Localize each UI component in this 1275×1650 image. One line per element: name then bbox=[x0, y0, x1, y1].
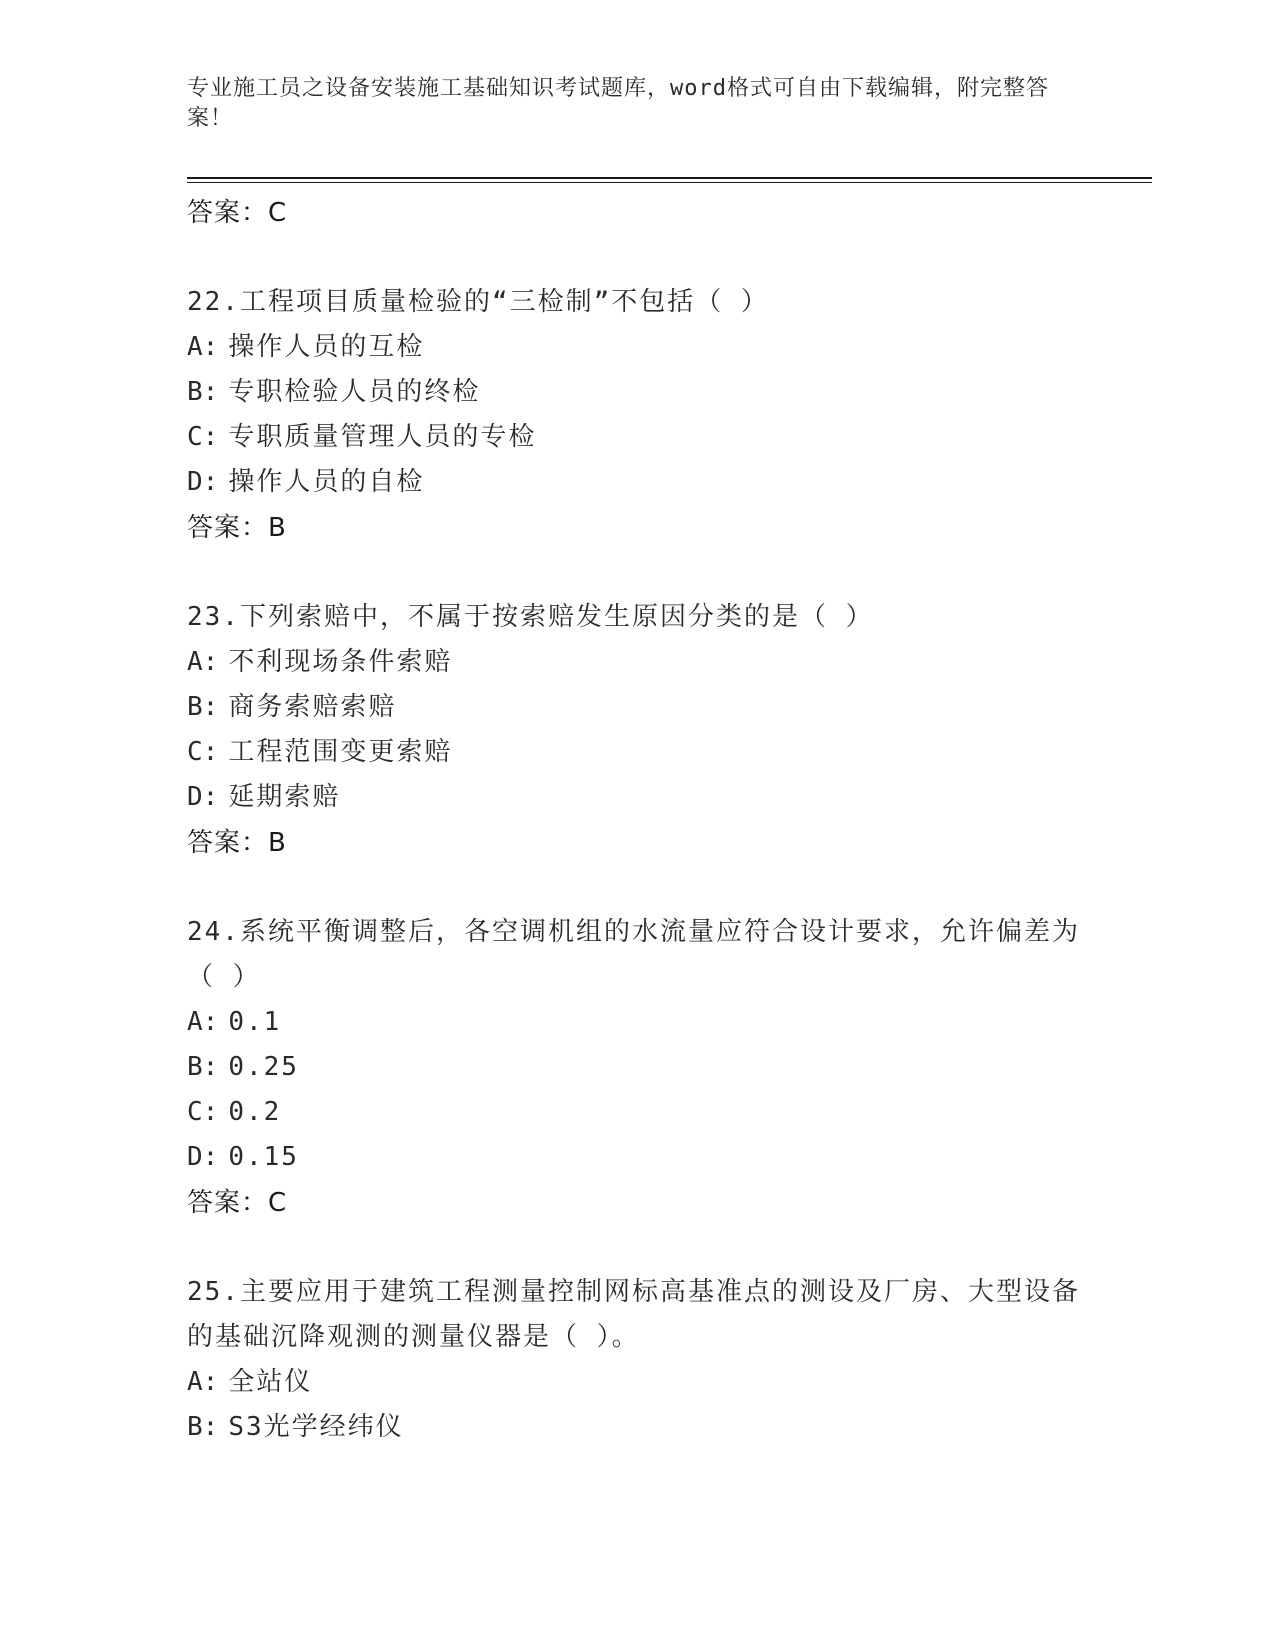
option-d bbox=[187, 1135, 1087, 1180]
option-text: 操作人员的自检 bbox=[228, 467, 425, 497]
option-key: B: bbox=[187, 377, 219, 407]
question-item bbox=[187, 910, 1087, 1226]
question-list bbox=[187, 190, 1087, 1450]
answer-line: 答案：B bbox=[187, 828, 287, 858]
option-c bbox=[187, 730, 1087, 775]
option-b bbox=[187, 1045, 1087, 1090]
option-a bbox=[187, 1000, 1087, 1045]
answer-line: 答案：C bbox=[187, 198, 288, 228]
question-item bbox=[187, 1270, 1087, 1450]
option-key: D: bbox=[187, 1142, 219, 1172]
option-c bbox=[187, 415, 1087, 460]
option-text: 不利现场条件索赔 bbox=[228, 647, 453, 677]
option-key: A: bbox=[187, 1367, 219, 1397]
question-text: 22.工程项目质量检验的“三检制”不包括（ ） bbox=[187, 287, 769, 317]
option-key: A: bbox=[187, 332, 219, 362]
option-key: C: bbox=[187, 737, 219, 767]
option-key: B: bbox=[187, 692, 219, 722]
document-header: 专业施工员之设备安装施工基础知识考试题库，word格式可自由下载编辑，附完整答案！ bbox=[187, 76, 1049, 131]
question-item bbox=[187, 595, 1087, 866]
option-key: B: bbox=[187, 1412, 219, 1442]
option-text: 全站仪 bbox=[228, 1367, 313, 1397]
answer-line: 答案：B bbox=[187, 513, 287, 543]
option-text: 0.2 bbox=[228, 1097, 282, 1127]
option-b bbox=[187, 370, 1087, 415]
option-key: B: bbox=[187, 1052, 219, 1082]
option-text: 商务索赔索赔 bbox=[228, 692, 397, 722]
question-item bbox=[187, 280, 1087, 551]
option-text: 工程范围变更索赔 bbox=[228, 737, 453, 767]
option-text: S3光学经纬仪 bbox=[228, 1412, 404, 1442]
option-key: D: bbox=[187, 467, 219, 497]
option-text: 操作人员的互检 bbox=[228, 332, 425, 362]
question-text: 25.主要应用于建筑工程测量控制网标高基准点的测设及厂房、大型设备的基础沉降观测的测量仪器是（ ）。 bbox=[187, 1277, 1080, 1352]
answer-line: 答案：C bbox=[187, 1188, 288, 1218]
option-text: 0.15 bbox=[228, 1142, 299, 1172]
option-text: 0.25 bbox=[228, 1052, 299, 1082]
option-a bbox=[187, 1360, 1087, 1405]
option-text: 延期索赔 bbox=[228, 782, 341, 812]
question-text: 24.系统平衡调整后，各空调机组的水流量应符合设计要求，允许偏差为（ ） bbox=[187, 917, 1080, 992]
option-d bbox=[187, 460, 1087, 505]
option-key: C: bbox=[187, 422, 219, 452]
option-text: 0.1 bbox=[228, 1007, 282, 1037]
option-b bbox=[187, 1405, 1087, 1450]
option-b bbox=[187, 685, 1087, 730]
option-a bbox=[187, 640, 1087, 685]
option-key: A: bbox=[187, 647, 219, 677]
option-d bbox=[187, 775, 1087, 820]
question-text: 23.下列索赔中，不属于按索赔发生原因分类的是（ ） bbox=[187, 602, 874, 632]
header-rule-thin bbox=[187, 182, 1152, 183]
option-text: 专职质量管理人员的专检 bbox=[228, 422, 537, 452]
option-key: D: bbox=[187, 782, 219, 812]
option-c bbox=[187, 1090, 1087, 1135]
option-a bbox=[187, 325, 1087, 370]
option-key: C: bbox=[187, 1097, 219, 1127]
option-text: 专职检验人员的终检 bbox=[228, 377, 481, 407]
option-key: A: bbox=[187, 1007, 219, 1037]
header-rule-thick bbox=[187, 177, 1152, 179]
